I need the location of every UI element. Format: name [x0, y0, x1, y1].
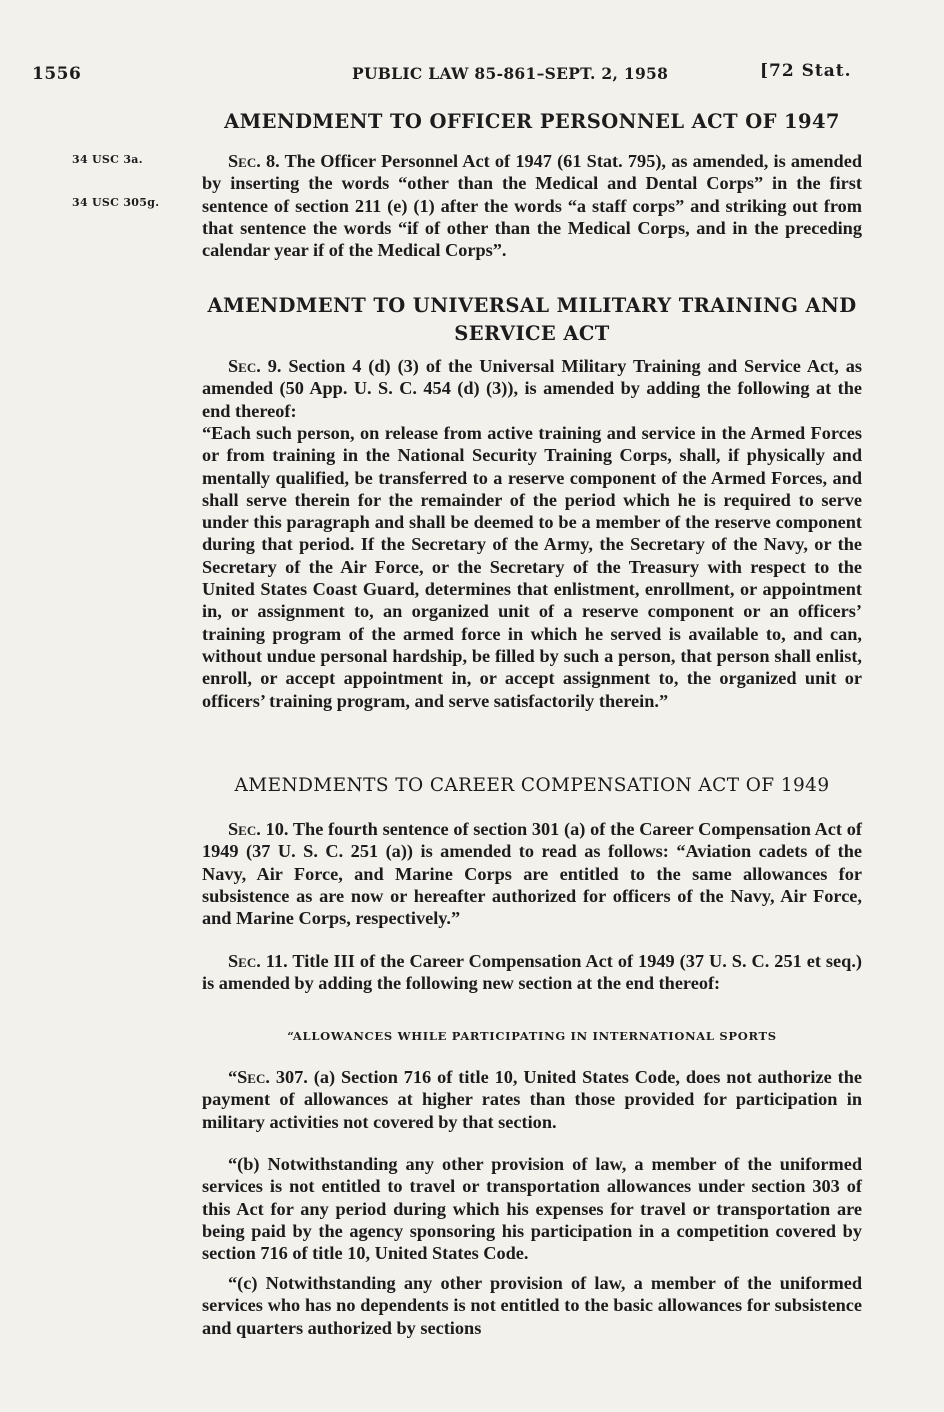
section-heading-officer-personnel: AMENDMENT TO OFFICER PERSONNEL ACT OF 1947 — [224, 110, 840, 133]
statute-volume: [72 Stat. — [760, 61, 852, 81]
margin-citation: 34 USC 305g. — [72, 196, 160, 209]
section-label: Sec. 10. — [228, 819, 289, 839]
sec-9-quoted-text: “Each such person, on release from active training and service in the Armed Forces or from training in the National Security Training Corps, shall, if physically and mentally qualified, be transferred to a reserve component of the Armed Forces, and shall serve therein for the remainder of the period which he is required to serve under this paragraph and shall be deemed to be a member of the reserve component during that period. If the Secretary of the Army, the Secretary of the Navy, or the Secretary of the Air Force, or the Secretary of the Treasury with respect to the United States Coast Guard, determines that enlistment, enrollment, or appointment in, or assignment to, an organized unit of a reserve component or an officers’ training program of the armed force in which he served is available to, and can, without undue personal hardship, be filled by such a person, that person shall enlist, enroll, or accept appointment in, or accept assignment to, the organized unit or officers’ training program, and serve satisfactorily therein.” — [202, 423, 862, 711]
sec-10-paragraph — [202, 818, 862, 929]
sec-11-paragraph — [202, 950, 862, 995]
section-307-subheading: “ALLOWANCES WHILE PARTICIPATING IN INTERNATIONAL SPORTS — [287, 1029, 777, 1043]
sec-8-paragraph — [202, 150, 862, 261]
sec-307b-paragraph: “(b) Notwithstanding any other provision of law, a member of the uniformed services is not entitled to travel or transportation allowances under section 303 of this Act for any period during which his expenses for travel or transportation are being paid by the agency sponsoring his participation in a competition covered by section 716 of title 10, United States Code. — [202, 1154, 862, 1264]
sec-307a-paragraph — [202, 1066, 862, 1133]
section-heading-career-compensation: AMENDMENTS TO CAREER COMPENSATION ACT OF 1949 — [234, 775, 830, 796]
paragraph-text: The Officer Personnel Act of 1947 (61 Stat. 795), as amended, is amended by inserting the words “other than the Medical and Dental Corps” in the first sentence of section 211 (e) (1) after the words “a staff corps” and striking out from that sentence the words “if of other than the Medical Corps, and in the preceding calendar year if of the Medical Corps”. — [202, 151, 862, 261]
section-label: “Sec. 307. — [228, 1067, 308, 1087]
paragraph-text: Title III of the Career Compensation Act of 1949 (37 U. S. C. 251 et seq.) is amended by adding the following new section at the end thereof: — [202, 951, 862, 994]
page-number: 1556 — [32, 64, 82, 84]
paragraph-text: Section 4 (d) (3) of the Universal Military Training and Service Act, as amended (50 App. U. S. C. 454 (d) (3)), is amended by adding the following at the end thereof: — [202, 356, 862, 421]
running-header-title: PUBLIC LAW 85-861–SEPT. 2, 1958 — [352, 64, 669, 83]
margin-citation: 34 USC 3a. — [72, 153, 143, 166]
sec-9-paragraph — [202, 355, 862, 422]
sec-307c-paragraph: “(c) Notwithstanding any other provision of law, a member of the uniformed services who has no dependents is not entitled to the basic allowances for subsistence and quarters authorized by sections — [202, 1273, 862, 1338]
section-label: Sec. 9. — [228, 356, 282, 376]
section-heading-universal-military-training: AMENDMENT TO UNIVERSAL MILITARY TRAINING AND SERVICE ACT — [207, 294, 857, 345]
section-label: Sec. 8. — [228, 151, 280, 171]
section-label: Sec. 11. — [228, 951, 288, 971]
paragraph-text: The fourth sentence of section 301 (a) of the Career Compensation Act of 1949 (37 U. S. C. 251 (a)) is amended to read as follows: “Aviation cadets of the Navy, Air Force, and Marine Corps are entitled to the same allowances for subsistence as are now or hereafter authorized for officers of the Navy, Air Force, and Marine Corps, respectively.” — [202, 819, 862, 929]
paragraph-text: (a) Section 716 of title 10, United States Code, does not authorize the payment of allowances at higher rates than those provided for participation in military activities not covered by that section. — [202, 1067, 862, 1132]
